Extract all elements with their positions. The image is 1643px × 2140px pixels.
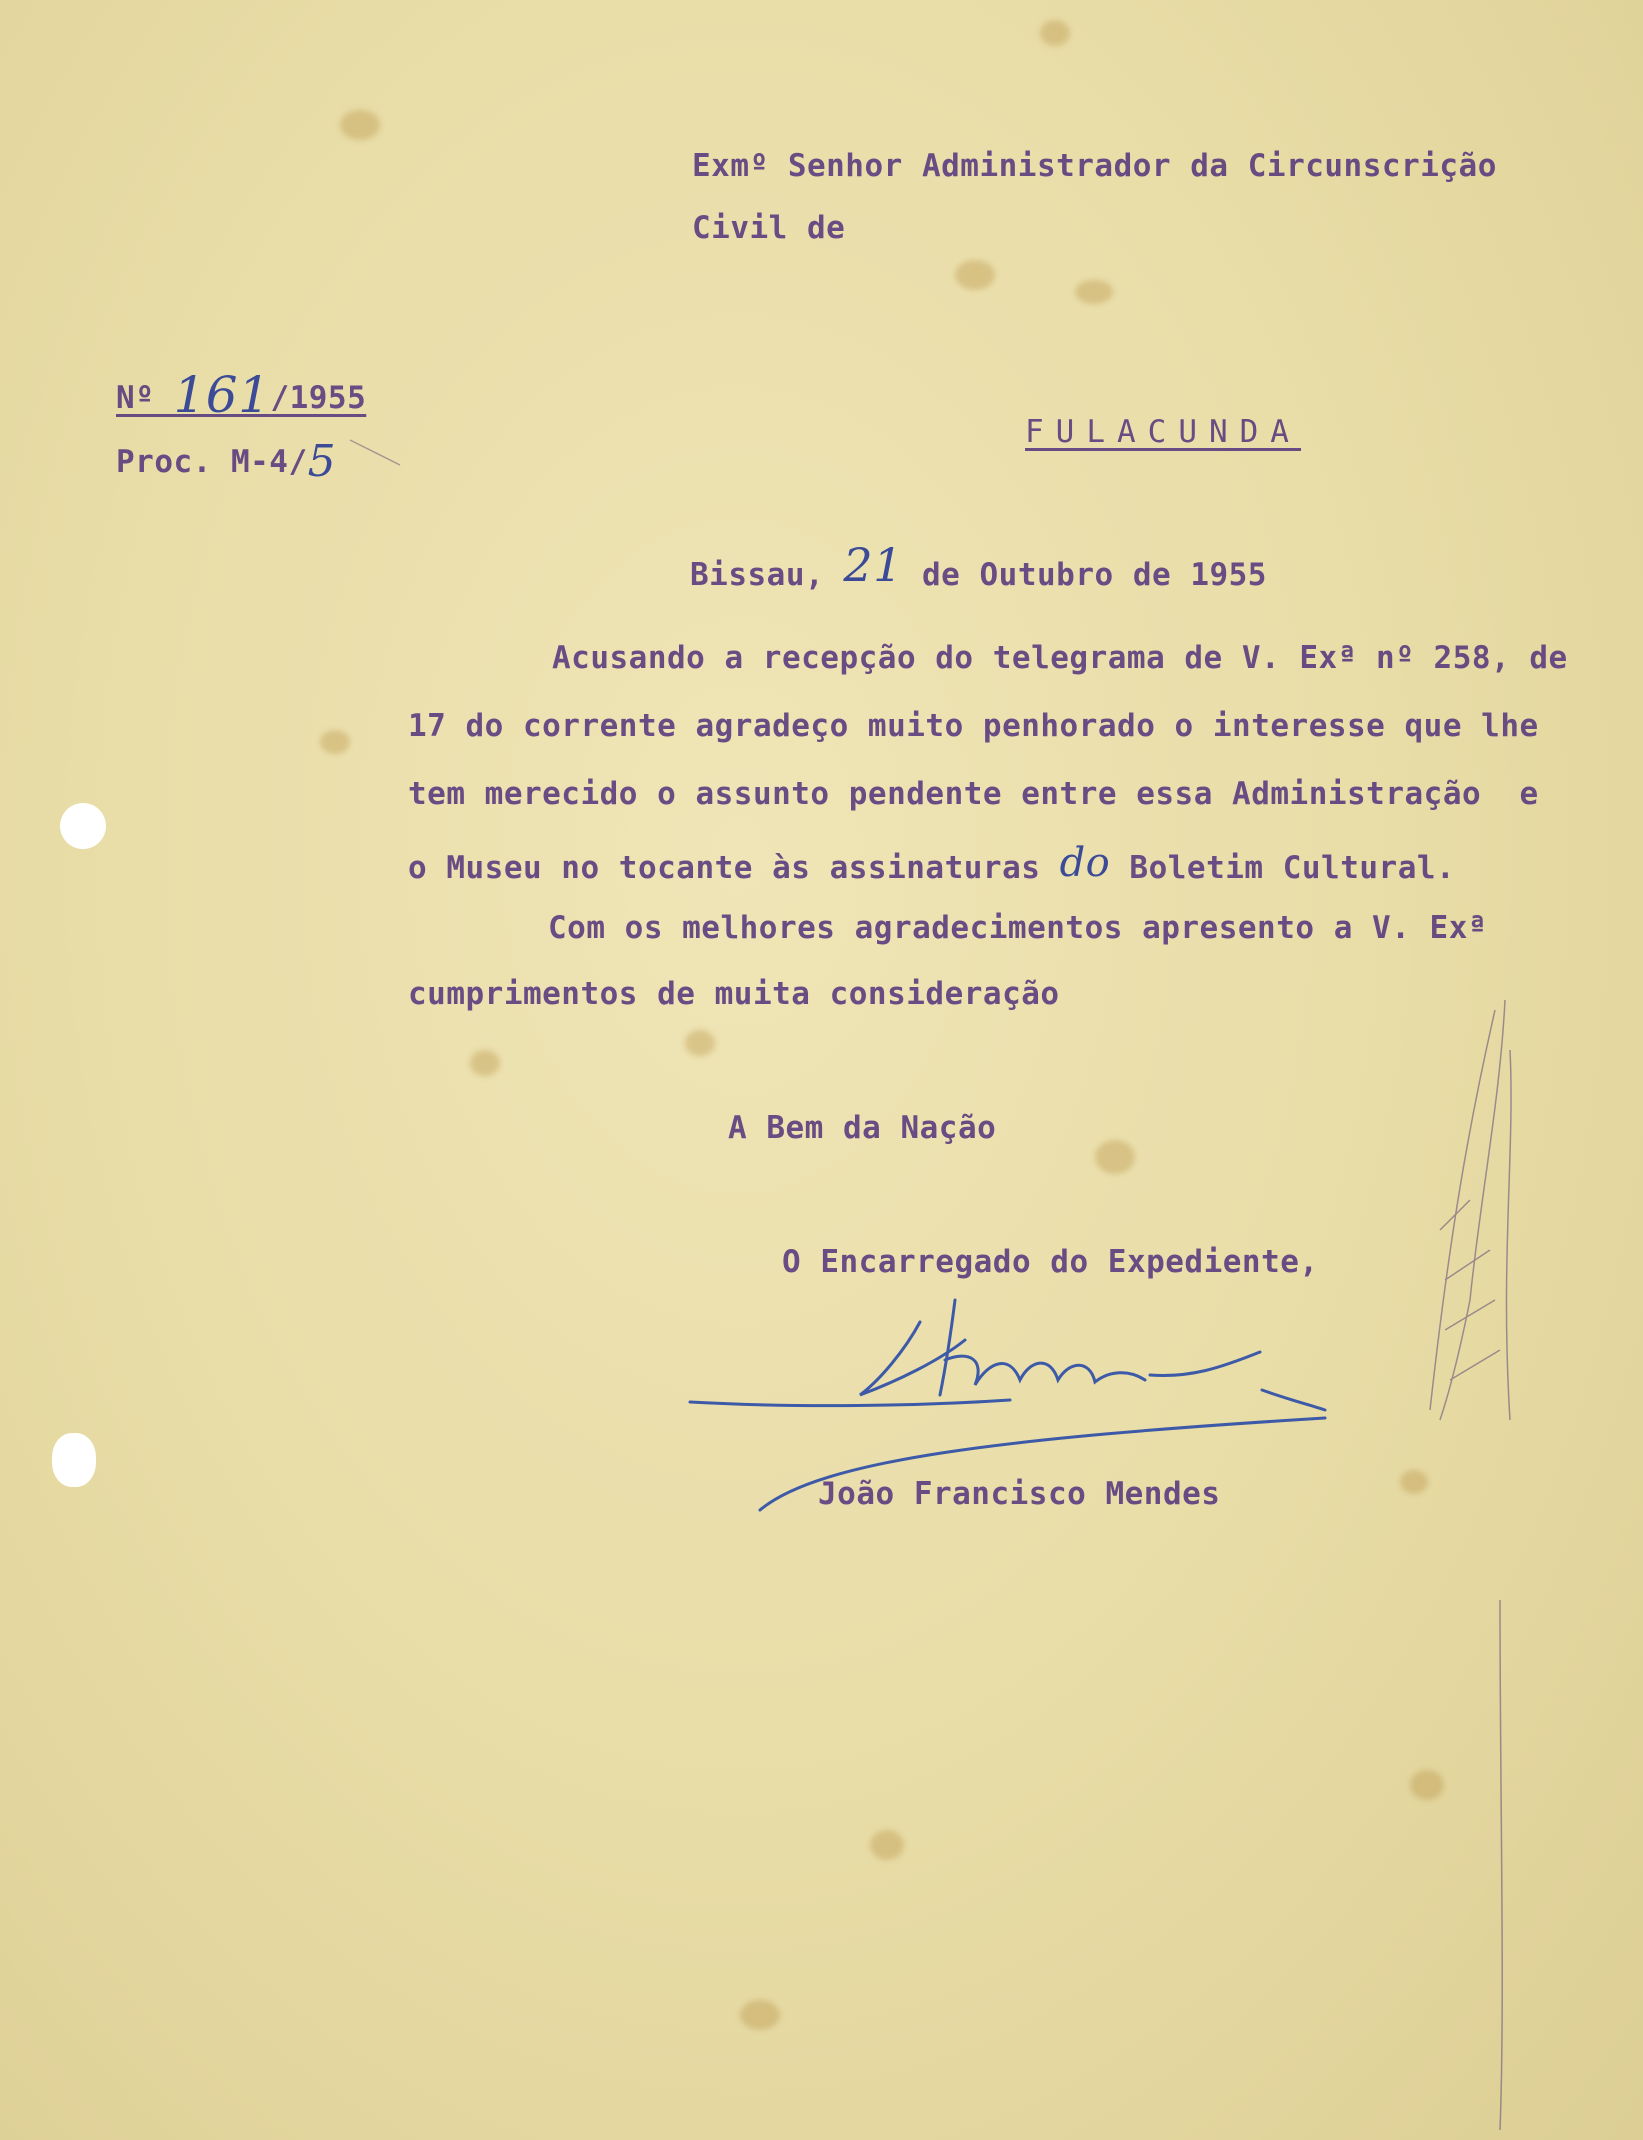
signature-underline-stroke bbox=[760, 1418, 1325, 1510]
pencil-marks bbox=[1430, 1000, 1511, 2130]
body-paragraph-1-line-1: Acusando a recepção do telegrama de V. Exª nº 258, de bbox=[552, 640, 1568, 676]
handwritten-signature bbox=[690, 1300, 1325, 1510]
closing-role: O Encarregado do Expediente, bbox=[782, 1244, 1319, 1280]
recipient-line-2: Civil de bbox=[692, 210, 846, 246]
signatory-name: João Francisco Mendes bbox=[818, 1476, 1221, 1512]
body-line-4-start: o Museu no tocante às assinaturas bbox=[408, 850, 1060, 886]
recipient-place: FULACUNDA bbox=[1025, 414, 1301, 450]
pencil-stroke bbox=[1500, 1600, 1502, 2130]
pencil-stroke bbox=[350, 440, 400, 465]
reference-number-prefix: Nº bbox=[116, 380, 174, 416]
date-rest: de Outubro de 1955 bbox=[902, 557, 1267, 593]
pencil-stroke bbox=[1440, 1200, 1500, 1380]
signature-stroke bbox=[945, 1356, 1145, 1385]
body-line-4-end: Boletim Cultural. bbox=[1110, 850, 1456, 886]
date-day-handwritten: 21 bbox=[843, 538, 903, 592]
pencil-stroke bbox=[1440, 1000, 1505, 1420]
reference-proc-prefix: Proc. M-4/ bbox=[116, 444, 308, 480]
pencil-stroke bbox=[1506, 1050, 1511, 1420]
reference-number-year: /1955 bbox=[270, 380, 367, 416]
body-paragraph-2-line-1: Com os melhores agradecimentos apresento a V. Exª bbox=[548, 910, 1488, 946]
signature-stroke bbox=[1150, 1352, 1260, 1376]
signature-stroke bbox=[690, 1400, 1010, 1406]
body-paragraph-2-line-2: cumprimentos de muita consideração bbox=[408, 976, 1060, 1012]
reference-number-handwritten: 161 bbox=[173, 366, 271, 424]
pencil-stroke bbox=[1430, 1010, 1495, 1410]
date-city: Bissau, bbox=[690, 557, 844, 593]
reference-proc-handwritten: 5 bbox=[307, 436, 337, 487]
recipient-line-1: Exmº Senhor Administrador da Circunscrição bbox=[692, 148, 1497, 184]
body-paragraph-1-line-2: 17 do corrente agradeço muito penhorado o interesse que lhe bbox=[408, 708, 1539, 744]
signature-stroke bbox=[1262, 1390, 1325, 1410]
closing-salutation: A Bem da Nação bbox=[728, 1110, 997, 1146]
body-paragraph-1-line-3: tem merecido o assunto pendente entre essa Administração e bbox=[408, 776, 1539, 812]
body-line-4-handwritten: do bbox=[1059, 840, 1111, 886]
